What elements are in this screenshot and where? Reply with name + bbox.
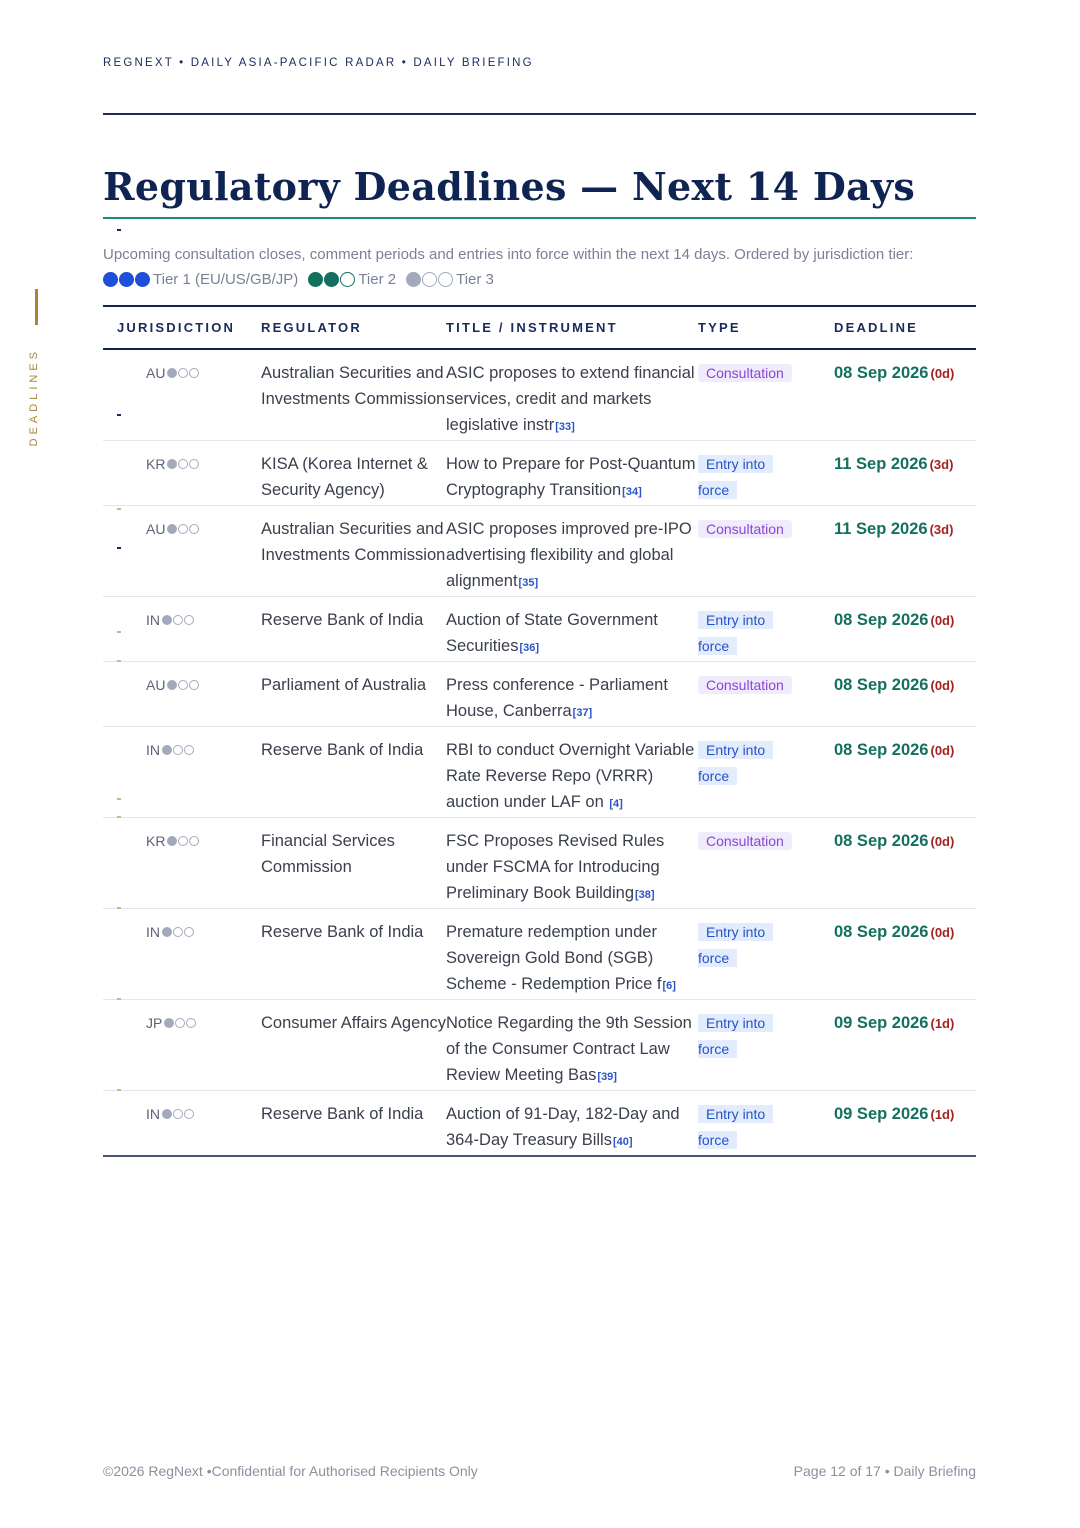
tier-dot-icon: [167, 680, 177, 690]
tier-dots-icon: [164, 1018, 196, 1028]
deadline-date: 08 Sep 2026: [834, 611, 929, 629]
column-header-deadline: DEADLINE: [834, 320, 919, 335]
title-cell: [446, 909, 698, 1000]
jurisdiction: [146, 1101, 194, 1127]
tier-dot-icon: [189, 836, 199, 846]
page-title: Regulatory Deadlines — Next 14 Days: [103, 164, 916, 209]
legend-item: [103, 267, 298, 292]
title-cell: [446, 818, 698, 909]
deadline-cell: [834, 1091, 976, 1157]
regulator-cell: Reserve Bank of India: [261, 1105, 424, 1123]
tier-dot-icon: [422, 272, 437, 287]
tier-dot-icon: [173, 745, 183, 755]
footer-page-number: Page 12 of 17 • Daily Briefing: [793, 1463, 976, 1479]
tier-dot-icon: [103, 272, 118, 287]
tier-dot-icon: [173, 927, 183, 937]
deadline-cell: [834, 818, 976, 909]
deadline-cell: [834, 349, 976, 441]
instrument-title: Notice Regarding the 9th Session of the Consumer Contract Law Review Meeting Bas: [446, 1014, 692, 1084]
instrument-title: Premature redemption under Sovereign Gold Bond (SGB) Scheme - Redemption Price f: [446, 923, 662, 993]
tier-dot-icon: [119, 272, 134, 287]
deadline-date: 09 Sep 2026: [834, 1014, 929, 1032]
title-rule: [103, 217, 976, 219]
tier-dot-icon: [178, 524, 188, 534]
tier-dot-icon: [162, 615, 172, 625]
deadline-cell: [834, 506, 976, 597]
instrument-title: Auction of State Government Securities: [446, 611, 658, 655]
citation-link[interactable]: [36]: [519, 642, 540, 654]
jurisdiction-code: KR: [146, 833, 166, 849]
row-marker: [117, 998, 121, 1000]
tier-dot-icon: [406, 272, 421, 287]
jurisdiction: [146, 919, 194, 945]
type-cell: [698, 662, 834, 727]
deadline-date: 08 Sep 2026: [834, 364, 929, 382]
instrument-title: How to Prepare for Post-Quantum Cryptography Transition: [446, 455, 696, 499]
column-header-type: TYPE: [698, 320, 741, 335]
type-badge-consultation: Consultation: [698, 676, 792, 694]
jurisdiction-cell: [103, 727, 261, 818]
tier-dot-icon: [184, 745, 194, 755]
regulator-cell: Australian Securities and Investments Commission: [261, 520, 446, 564]
type-cell: [698, 506, 834, 597]
tier-dots-icon: [162, 1109, 194, 1119]
regulator-cell: Reserve Bank of India: [261, 611, 424, 629]
regulator-cell: Reserve Bank of India: [261, 741, 424, 759]
type-badge-consultation: Consultation: [698, 520, 792, 538]
tier-dot-icon: [324, 272, 339, 287]
table-row: [103, 818, 976, 909]
header-rule: [103, 113, 976, 115]
title-cell: [446, 506, 698, 597]
table-row: [103, 662, 976, 727]
jurisdiction: [146, 828, 199, 854]
tier-dots-icon: [162, 745, 194, 755]
instrument-title: ASIC proposes to extend financial services, credit and markets legislative instr: [446, 364, 695, 434]
table-row: [103, 727, 976, 818]
jurisdiction-cell: [103, 349, 261, 441]
jurisdiction-code: IN: [146, 924, 160, 940]
intro-text: Upcoming consultation closes, comment periods and entries into force within the next 14 days. Ordered by jurisdiction tier:: [103, 246, 914, 263]
tier-dot-icon: [186, 1018, 196, 1028]
column-header-regulator: REGULATOR: [261, 320, 362, 335]
table-row: [103, 506, 976, 597]
jurisdiction-code: KR: [146, 456, 166, 472]
type-badge-entry-into-force: Entry into force: [698, 737, 773, 789]
regulator-cell: Parliament of Australia: [261, 676, 427, 694]
jurisdiction-cell: [103, 506, 261, 597]
title-cell: [446, 441, 698, 506]
days-remaining: (0d): [930, 925, 955, 940]
jurisdiction: [146, 360, 199, 386]
tier-dot-icon: [167, 524, 177, 534]
deadline-date: 11 Sep 2026: [834, 455, 928, 473]
jurisdiction: [146, 1010, 196, 1036]
tier-dots-icon: [167, 836, 199, 846]
regulator-cell: Financial Services Commission: [261, 832, 395, 876]
row-marker: [117, 547, 121, 549]
regulator-cell: Consumer Affairs Agency: [261, 1014, 446, 1032]
jurisdiction-code: IN: [146, 1106, 160, 1122]
citation-link[interactable]: [4]: [609, 798, 623, 810]
tier-dot-icon: [162, 1109, 172, 1119]
tier-dot-icon: [135, 272, 150, 287]
deadline-date: 08 Sep 2026: [834, 832, 929, 850]
type-cell: [698, 909, 834, 1000]
days-remaining: (3d): [929, 522, 954, 537]
tier-dot-icon: [189, 368, 199, 378]
tier-dot-icon: [162, 927, 172, 937]
tier-dots-icon: [167, 368, 199, 378]
regulator-cell: KISA (Korea Internet & Security Agency): [261, 455, 428, 499]
legend-label: Tier 1 (EU/US/GB/JP): [153, 271, 299, 288]
tier-dot-icon: [167, 836, 177, 846]
citation-link[interactable]: [33]: [555, 421, 575, 433]
tier-dots-icon: [162, 615, 194, 625]
column-header-jurisdiction: JURISDICTION: [117, 320, 236, 335]
jurisdiction-cell: [103, 597, 261, 662]
title-cell: [446, 1000, 698, 1091]
type-badge-entry-into-force: Entry into force: [698, 1010, 773, 1062]
jurisdiction: [146, 672, 199, 698]
tier-dots-icon: [167, 459, 199, 469]
days-remaining: (0d): [930, 613, 955, 628]
legend-label: Tier 2: [358, 271, 397, 288]
title-marker: [117, 229, 121, 231]
type-cell: [698, 727, 834, 818]
title-cell: [446, 349, 698, 441]
citation-link[interactable]: [40]: [612, 1136, 633, 1148]
tier-legend: [103, 267, 983, 292]
days-remaining: (1d): [930, 1107, 955, 1122]
citation-link[interactable]: [37]: [572, 707, 593, 719]
tier-dot-icon: [178, 680, 188, 690]
table-row: [103, 597, 976, 662]
instrument-title: RBI to conduct Overnight Variable Rate Reverse Repo (VRRR) auction under LAF on: [446, 741, 695, 811]
tier-dot-icon: [184, 1109, 194, 1119]
type-badge-entry-into-force: Entry into force: [698, 1101, 773, 1153]
tier-dot-icon: [189, 459, 199, 469]
days-remaining: (3d): [929, 457, 954, 472]
deadline-date: 11 Sep 2026: [834, 520, 928, 538]
tier-dot-icon: [340, 272, 355, 287]
tier-dot-icon: [178, 368, 188, 378]
legend-item: [406, 267, 494, 292]
deadline-cell: [834, 909, 976, 1000]
type-cell: [698, 1000, 834, 1091]
jurisdiction-cell: [103, 818, 261, 909]
jurisdiction-code: AU: [146, 677, 166, 693]
days-remaining: (0d): [930, 678, 955, 693]
tier-dot-icon: [184, 927, 194, 937]
running-header: REGNEXT • DAILY ASIA-PACIFIC RADAR • DAILY BRIEFING: [103, 57, 534, 69]
table-row: [103, 349, 976, 441]
tier-dot-icon: [162, 745, 172, 755]
type-badge-consultation: Consultation: [698, 364, 792, 382]
tier-dot-icon: [173, 1109, 183, 1119]
jurisdiction-code: AU: [146, 521, 166, 537]
jurisdiction-code: IN: [146, 612, 160, 628]
tier-dot-icon: [164, 1018, 174, 1028]
table-row: [103, 1000, 976, 1091]
jurisdiction-cell: [103, 441, 261, 506]
citation-link[interactable]: [34]: [622, 486, 642, 498]
deadline-cell: [834, 1000, 976, 1091]
legend-item: [308, 267, 396, 292]
instrument-title: Press conference - Parliament House, Canberra: [446, 676, 668, 720]
tier-dot-icon: [178, 459, 188, 469]
regulator-cell: Reserve Bank of India: [261, 923, 424, 941]
table-header-row: [103, 306, 976, 349]
jurisdiction-cell: [103, 1000, 261, 1091]
column-header-title: TITLE / INSTRUMENT: [446, 320, 618, 335]
citation-link[interactable]: [39]: [597, 1071, 617, 1083]
jurisdiction-cell: [103, 909, 261, 1000]
instrument-title: FSC Proposes Revised Rules under FSCMA for Introducing Preliminary Book Building: [446, 832, 665, 902]
side-accent-bar: [35, 289, 38, 325]
tier-dots-icon: [162, 927, 194, 937]
tier-dot-icon: [167, 368, 177, 378]
days-remaining: (0d): [930, 834, 955, 849]
type-badge-entry-into-force: Entry into force: [698, 451, 773, 503]
days-remaining: (0d): [930, 366, 955, 381]
tier-dots-icon: [308, 272, 355, 287]
legend-label: Tier 3: [456, 271, 494, 288]
days-remaining: (1d): [930, 1016, 955, 1031]
tier-dot-icon: [189, 524, 199, 534]
row-marker: [117, 660, 121, 662]
row-marker: [117, 1089, 121, 1091]
table-row: [103, 1091, 976, 1157]
tier-dot-icon: [178, 836, 188, 846]
jurisdiction-cell: [103, 1091, 261, 1157]
instrument-title: Auction of 91-Day, 182-Day and 364-Day Treasury Bills: [446, 1105, 680, 1149]
title-cell: [446, 1091, 698, 1157]
deadline-cell: [834, 441, 976, 506]
tier-dot-icon: [173, 615, 183, 625]
row-marker: [117, 798, 121, 800]
type-badge-consultation: Consultation: [698, 832, 792, 850]
days-remaining: (0d): [930, 743, 955, 758]
tier-dot-icon: [308, 272, 323, 287]
jurisdiction: [146, 516, 199, 542]
citation-link[interactable]: [6]: [662, 980, 676, 992]
tier-dot-icon: [189, 680, 199, 690]
jurisdiction: [146, 607, 194, 633]
type-cell: [698, 1091, 834, 1157]
type-cell: [698, 597, 834, 662]
type-cell: [698, 349, 834, 441]
row-marker: [117, 414, 121, 416]
tier-dots-icon: [103, 272, 150, 287]
intro: [103, 242, 983, 292]
deadline-cell: [834, 597, 976, 662]
tier-dots-icon: [167, 680, 199, 690]
deadline-date: 08 Sep 2026: [834, 923, 929, 941]
citation-link[interactable]: [38]: [635, 889, 655, 901]
jurisdiction-cell: [103, 662, 261, 727]
title-cell: [446, 597, 698, 662]
tier-dots-icon: [406, 272, 453, 287]
jurisdiction: [146, 737, 194, 763]
type-badge-entry-into-force: Entry into force: [698, 607, 773, 659]
deadline-cell: [834, 727, 976, 818]
tier-dot-icon: [175, 1018, 185, 1028]
tier-dot-icon: [438, 272, 453, 287]
deadline-date: 08 Sep 2026: [834, 676, 929, 694]
side-section-label: DEADLINES: [28, 348, 40, 447]
deadline-date: 08 Sep 2026: [834, 741, 929, 759]
jurisdiction-code: IN: [146, 742, 160, 758]
tier-dot-icon: [167, 459, 177, 469]
title-cell: [446, 662, 698, 727]
tier-dots-icon: [167, 524, 199, 534]
row-marker: [117, 907, 121, 909]
deadline-cell: [834, 662, 976, 727]
footer-copyright: ©2026 RegNext •Confidential for Authorised Recipients Only: [103, 1463, 478, 1479]
row-marker: [117, 631, 121, 633]
deadline-date: 09 Sep 2026: [834, 1105, 929, 1123]
jurisdiction-code: JP: [146, 1015, 163, 1031]
type-badge-entry-into-force: Entry into force: [698, 919, 773, 971]
jurisdiction-code: AU: [146, 365, 166, 381]
table-row: [103, 441, 976, 506]
instrument-title: ASIC proposes improved pre-IPO advertising flexibility and global alignment: [446, 520, 692, 590]
table-row: [103, 909, 976, 1000]
title-cell: [446, 727, 698, 818]
citation-link[interactable]: [35]: [518, 577, 539, 589]
tier-dot-icon: [184, 615, 194, 625]
type-cell: [698, 441, 834, 506]
type-cell: [698, 818, 834, 909]
jurisdiction: [146, 451, 199, 477]
row-marker: [117, 816, 121, 818]
regulator-cell: Australian Securities and Investments Commission: [261, 364, 446, 408]
deadlines-table: [103, 305, 976, 1157]
